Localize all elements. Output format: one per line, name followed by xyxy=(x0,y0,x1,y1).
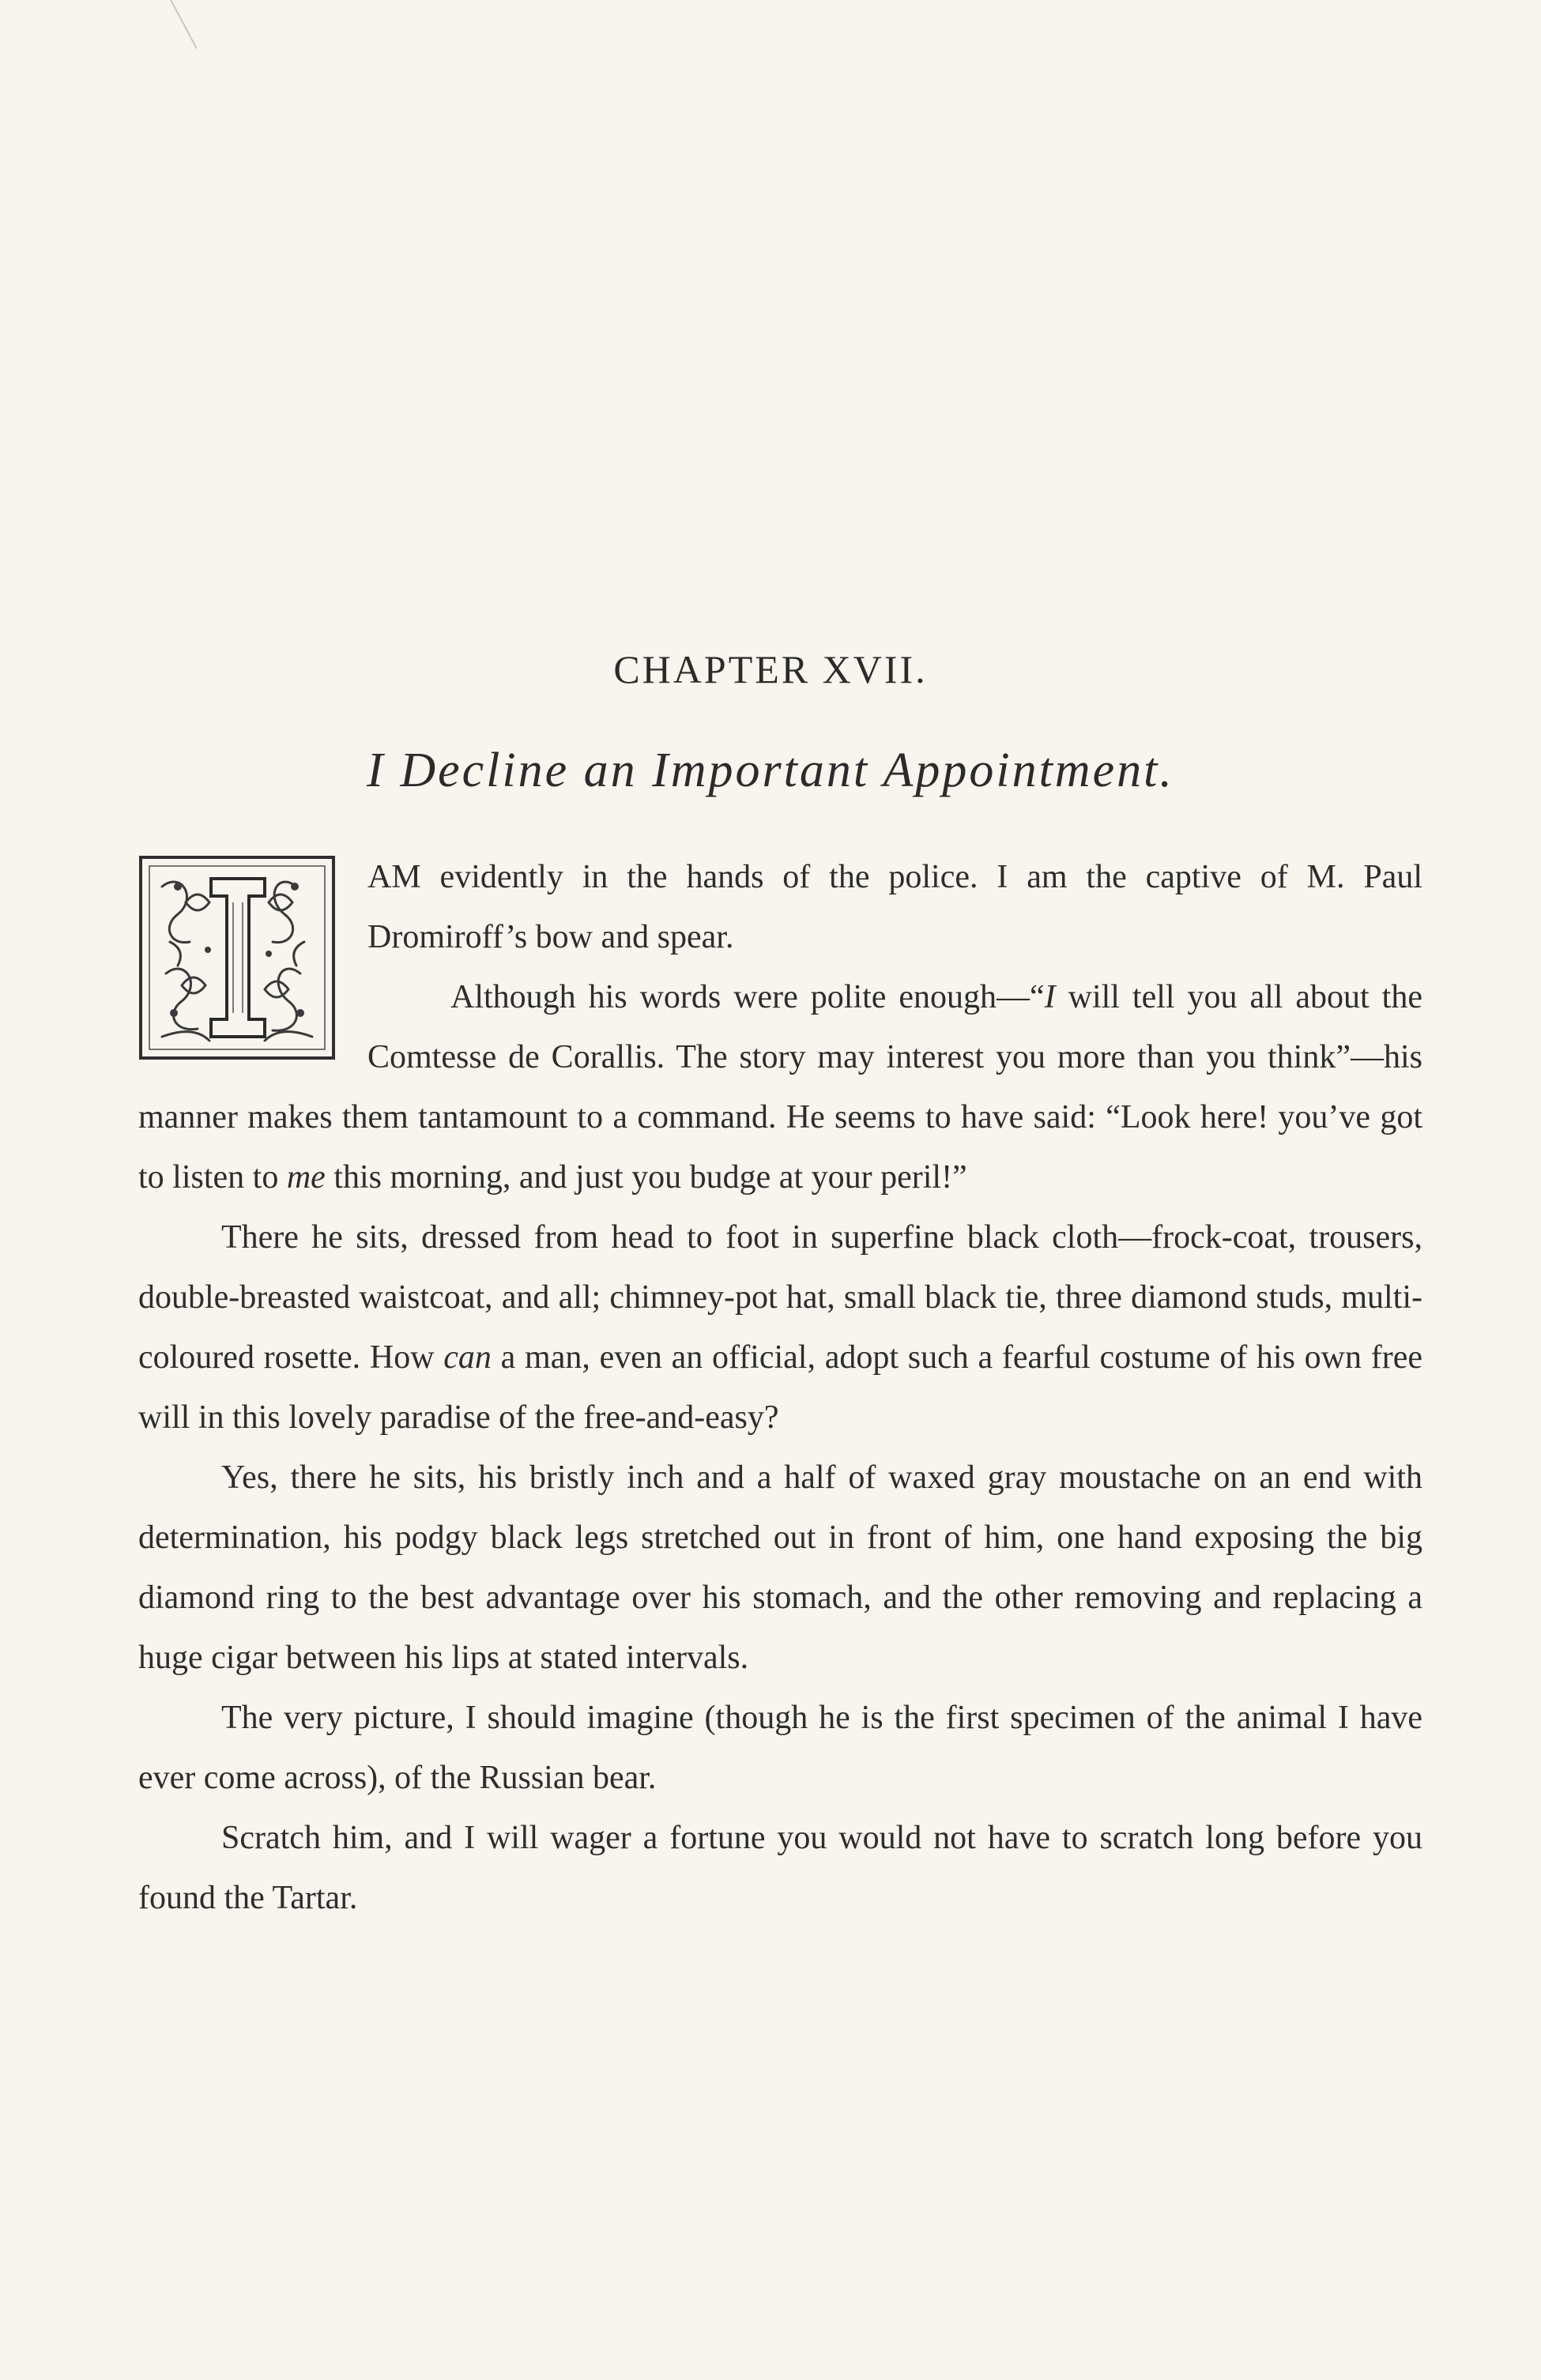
paragraph-2-emphasis-b: me xyxy=(286,1159,326,1196)
ornamental-initial-icon xyxy=(138,855,336,1060)
paragraph-3-emphasis: can xyxy=(443,1339,492,1376)
paragraph-2-text-c: this morning, and just you budge at your peril!” xyxy=(325,1159,967,1196)
chapter-title: I Decline an Important Appointment. xyxy=(367,744,1174,797)
paragraph-1 xyxy=(138,847,1422,967)
paragraph-3-text-a: There he sits, dressed from head to foot in superfine black cloth—frock-coat, trousers, double-breasted waistcoat, and all; chimney-pot hat, small black tie, three diamond studs, multi-coloured rosette. How xyxy=(138,1219,1422,1376)
paragraph-3-text-b: a man, even an official, adopt such a fearful costume of his own free will in this lovely paradise of the free-and-easy? xyxy=(138,1339,1422,1436)
paragraph-2-text-a: Although his words were polite enough—“ xyxy=(450,979,1045,1015)
paragraph-3 xyxy=(138,1207,1422,1448)
chapter-text xyxy=(138,847,1422,1928)
paragraph-4: Yes, there he sits, his bristly inch and a half of waxed gray moustache on an end with determination, his podgy black legs stretched out in front of him, one hand exposing the big diamond ring to the best advantage over his stomach, and the other removing and replacing a huge cigar between his lips at stated intervals. xyxy=(138,1459,1422,1676)
paragraph-2-text-b: will tell you all about the Comtesse de Corallis. The story may interest you more than you think”—his manner makes them tantamount to a command. He seems to have said: “Look here! you’ve got to listen to xyxy=(138,979,1422,1196)
paragraph-6: Scratch him, and I will wager a fortune you would not have to scratch long before you found the Tartar. xyxy=(138,1820,1422,1916)
chapter-number: CHAPTER XVII. xyxy=(613,647,928,691)
paragraph-2-emphasis-a: I xyxy=(1044,979,1056,1015)
paragraph-1-text: AM evidently in the hands of the police. I am the captive of M. Paul Dromiroff’s bow and spear. xyxy=(367,859,1422,955)
scan-artifact xyxy=(170,0,198,49)
paragraph-5: The very picture, I should imagine (though he is the first specimen of the animal I have ever come across), of the Russian bear. xyxy=(138,1700,1422,1796)
